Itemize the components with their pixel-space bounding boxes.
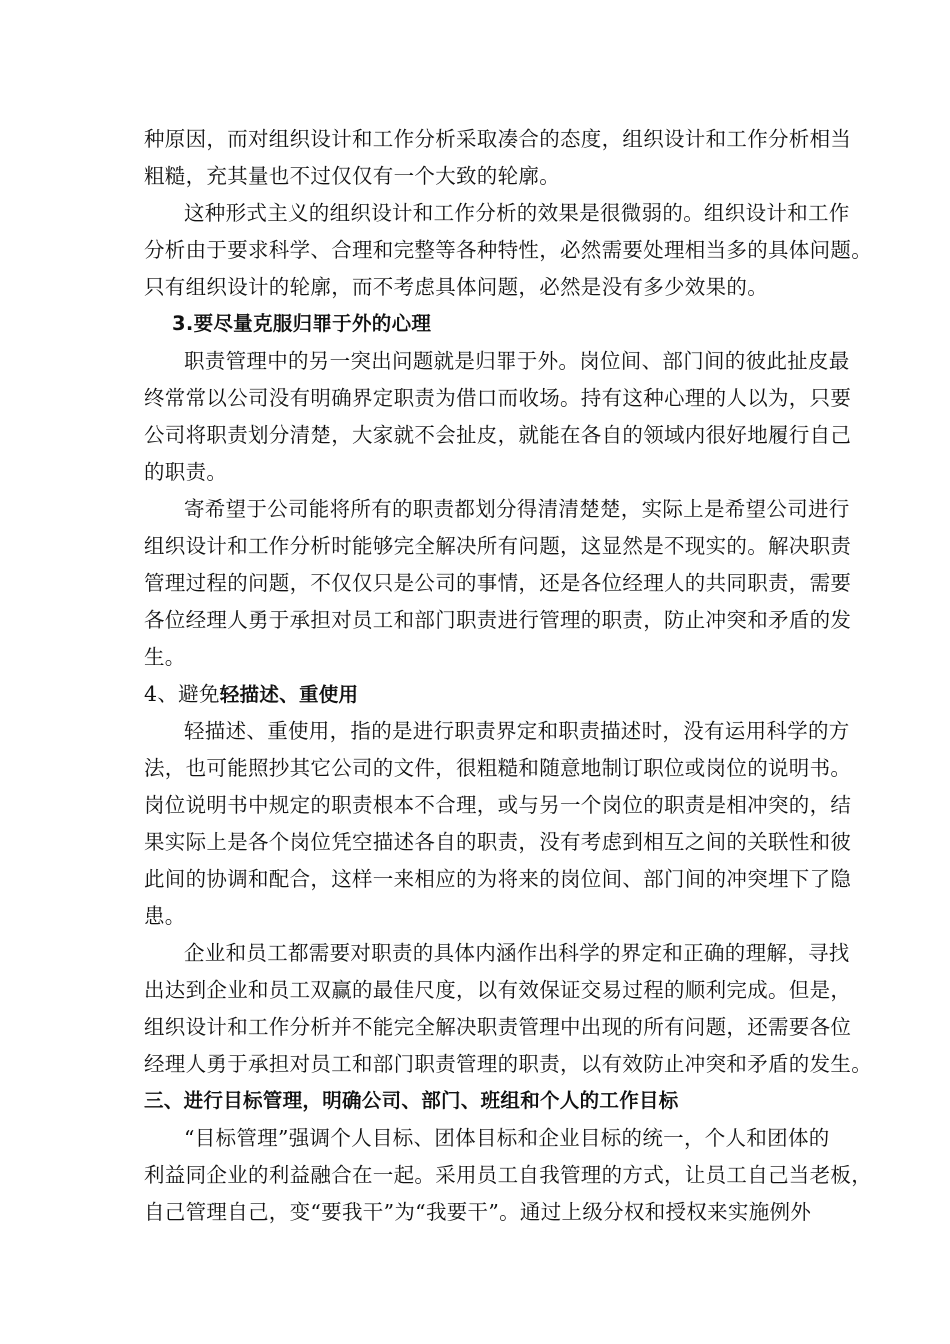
paragraph-line: 经理人勇于承担对员工和部门职责管理的职责，以有效防止冲突和矛盾的发生。 bbox=[144, 1052, 872, 1076]
paragraph-line: 只有组织设计的轮廓，而不考虑具体问题，必然是没有多少效果的。 bbox=[144, 275, 768, 299]
paragraph-line: 组织设计和工作分析并不能完全解决职责管理中出现的所有问题，还需要各位 bbox=[144, 1015, 852, 1039]
paragraph-line: 企业和员工都需要对职责的具体内涵作出科学的界定和正确的理解，寻找 bbox=[184, 941, 850, 965]
paragraph-line: 组织设计和工作分析时能够完全解决所有问题，这显然是不现实的。解决职责 bbox=[144, 534, 852, 558]
paragraph-line: 这种形式主义的组织设计和工作分析的效果是很微弱的。组织设计和工作 bbox=[184, 201, 850, 225]
section-heading: 3.要尽量克服归罪于外的心理 bbox=[172, 312, 432, 335]
paragraph-line: 寄希望于公司能将所有的职责都划分得清清楚楚，实际上是希望公司进行 bbox=[184, 497, 850, 521]
paragraph-line: 患。 bbox=[144, 904, 186, 928]
paragraph-line: 出达到企业和员工双赢的最佳尺度，以有效保证交易过程的顺利完成。但是， bbox=[144, 978, 852, 1002]
paragraph-line: 自己管理自己，变“要我干”为“我要干”。通过上级分权和授权来实施例外 bbox=[144, 1200, 812, 1224]
paragraph-line: 分析由于要求科学、合理和完整等各种特性，必然需要处理相当多的具体问题。 bbox=[144, 238, 872, 262]
paragraph-line: 轻描述、重使用，指的是进行职责界定和职责描述时，没有运用科学的方 bbox=[184, 719, 850, 743]
paragraph-line: 职责管理中的另一突出问题就是归罪于外。岗位间、部门间的彼此扯皮最 bbox=[184, 349, 850, 373]
heading-text: 轻描述、重使用 bbox=[219, 683, 359, 706]
paragraph-line: 的职责。 bbox=[144, 460, 228, 484]
paragraph-line: 公司将职责划分清楚，大家就不会扯皮，就能在各自的领域内很好地履行自己 bbox=[144, 423, 852, 447]
section-heading: 三、进行目标管理，明确公司、部门、班组和个人的工作目标 bbox=[144, 1089, 679, 1112]
paragraph-line: 各位经理人勇于承担对员工和部门职责进行管理的职责，防止冲突和矛盾的发 bbox=[144, 608, 852, 632]
paragraph-line: 利益同企业的利益融合在一起。采用员工自我管理的方式，让员工自己当老板， bbox=[144, 1163, 872, 1187]
paragraph-line: 粗糙，充其量也不过仅仅有一个大致的轮廓。 bbox=[144, 164, 560, 188]
paragraph-line: “目标管理”强调个人目标、团体目标和企业目标的统一，个人和团体的 bbox=[184, 1126, 830, 1150]
paragraph-line: 种原因，而对组织设计和工作分析采取凑合的态度，组织设计和工作分析相当 bbox=[144, 127, 852, 151]
section-heading bbox=[144, 679, 824, 710]
paragraph-line: 终常常以公司没有明确界定职责为借口而收场。持有这种心理的人以为，只要 bbox=[144, 386, 852, 410]
paragraph-line: 生。 bbox=[144, 645, 186, 669]
paragraph-line: 法，也可能照抄其它公司的文件，很粗糙和随意地制订职位或岗位的说明书。 bbox=[144, 756, 852, 780]
paragraph-line: 岗位说明书中规定的职责根本不合理，或与另一个岗位的职责是相冲突的，结 bbox=[144, 793, 852, 817]
paragraph-line: 此间的协调和配合，这样一来相应的为将来的岗位间、部门间的冲突埋下了隐 bbox=[144, 867, 852, 891]
paragraph-line: 果实际上是各个岗位凭空描述各自的职责，没有考虑到相互之间的关联性和彼 bbox=[144, 830, 852, 854]
paragraph-line: 管理过程的问题，不仅仅只是公司的事情，还是各位经理人的共同职责，需要 bbox=[144, 571, 852, 595]
heading-prefix: 4、避免 bbox=[144, 682, 220, 706]
